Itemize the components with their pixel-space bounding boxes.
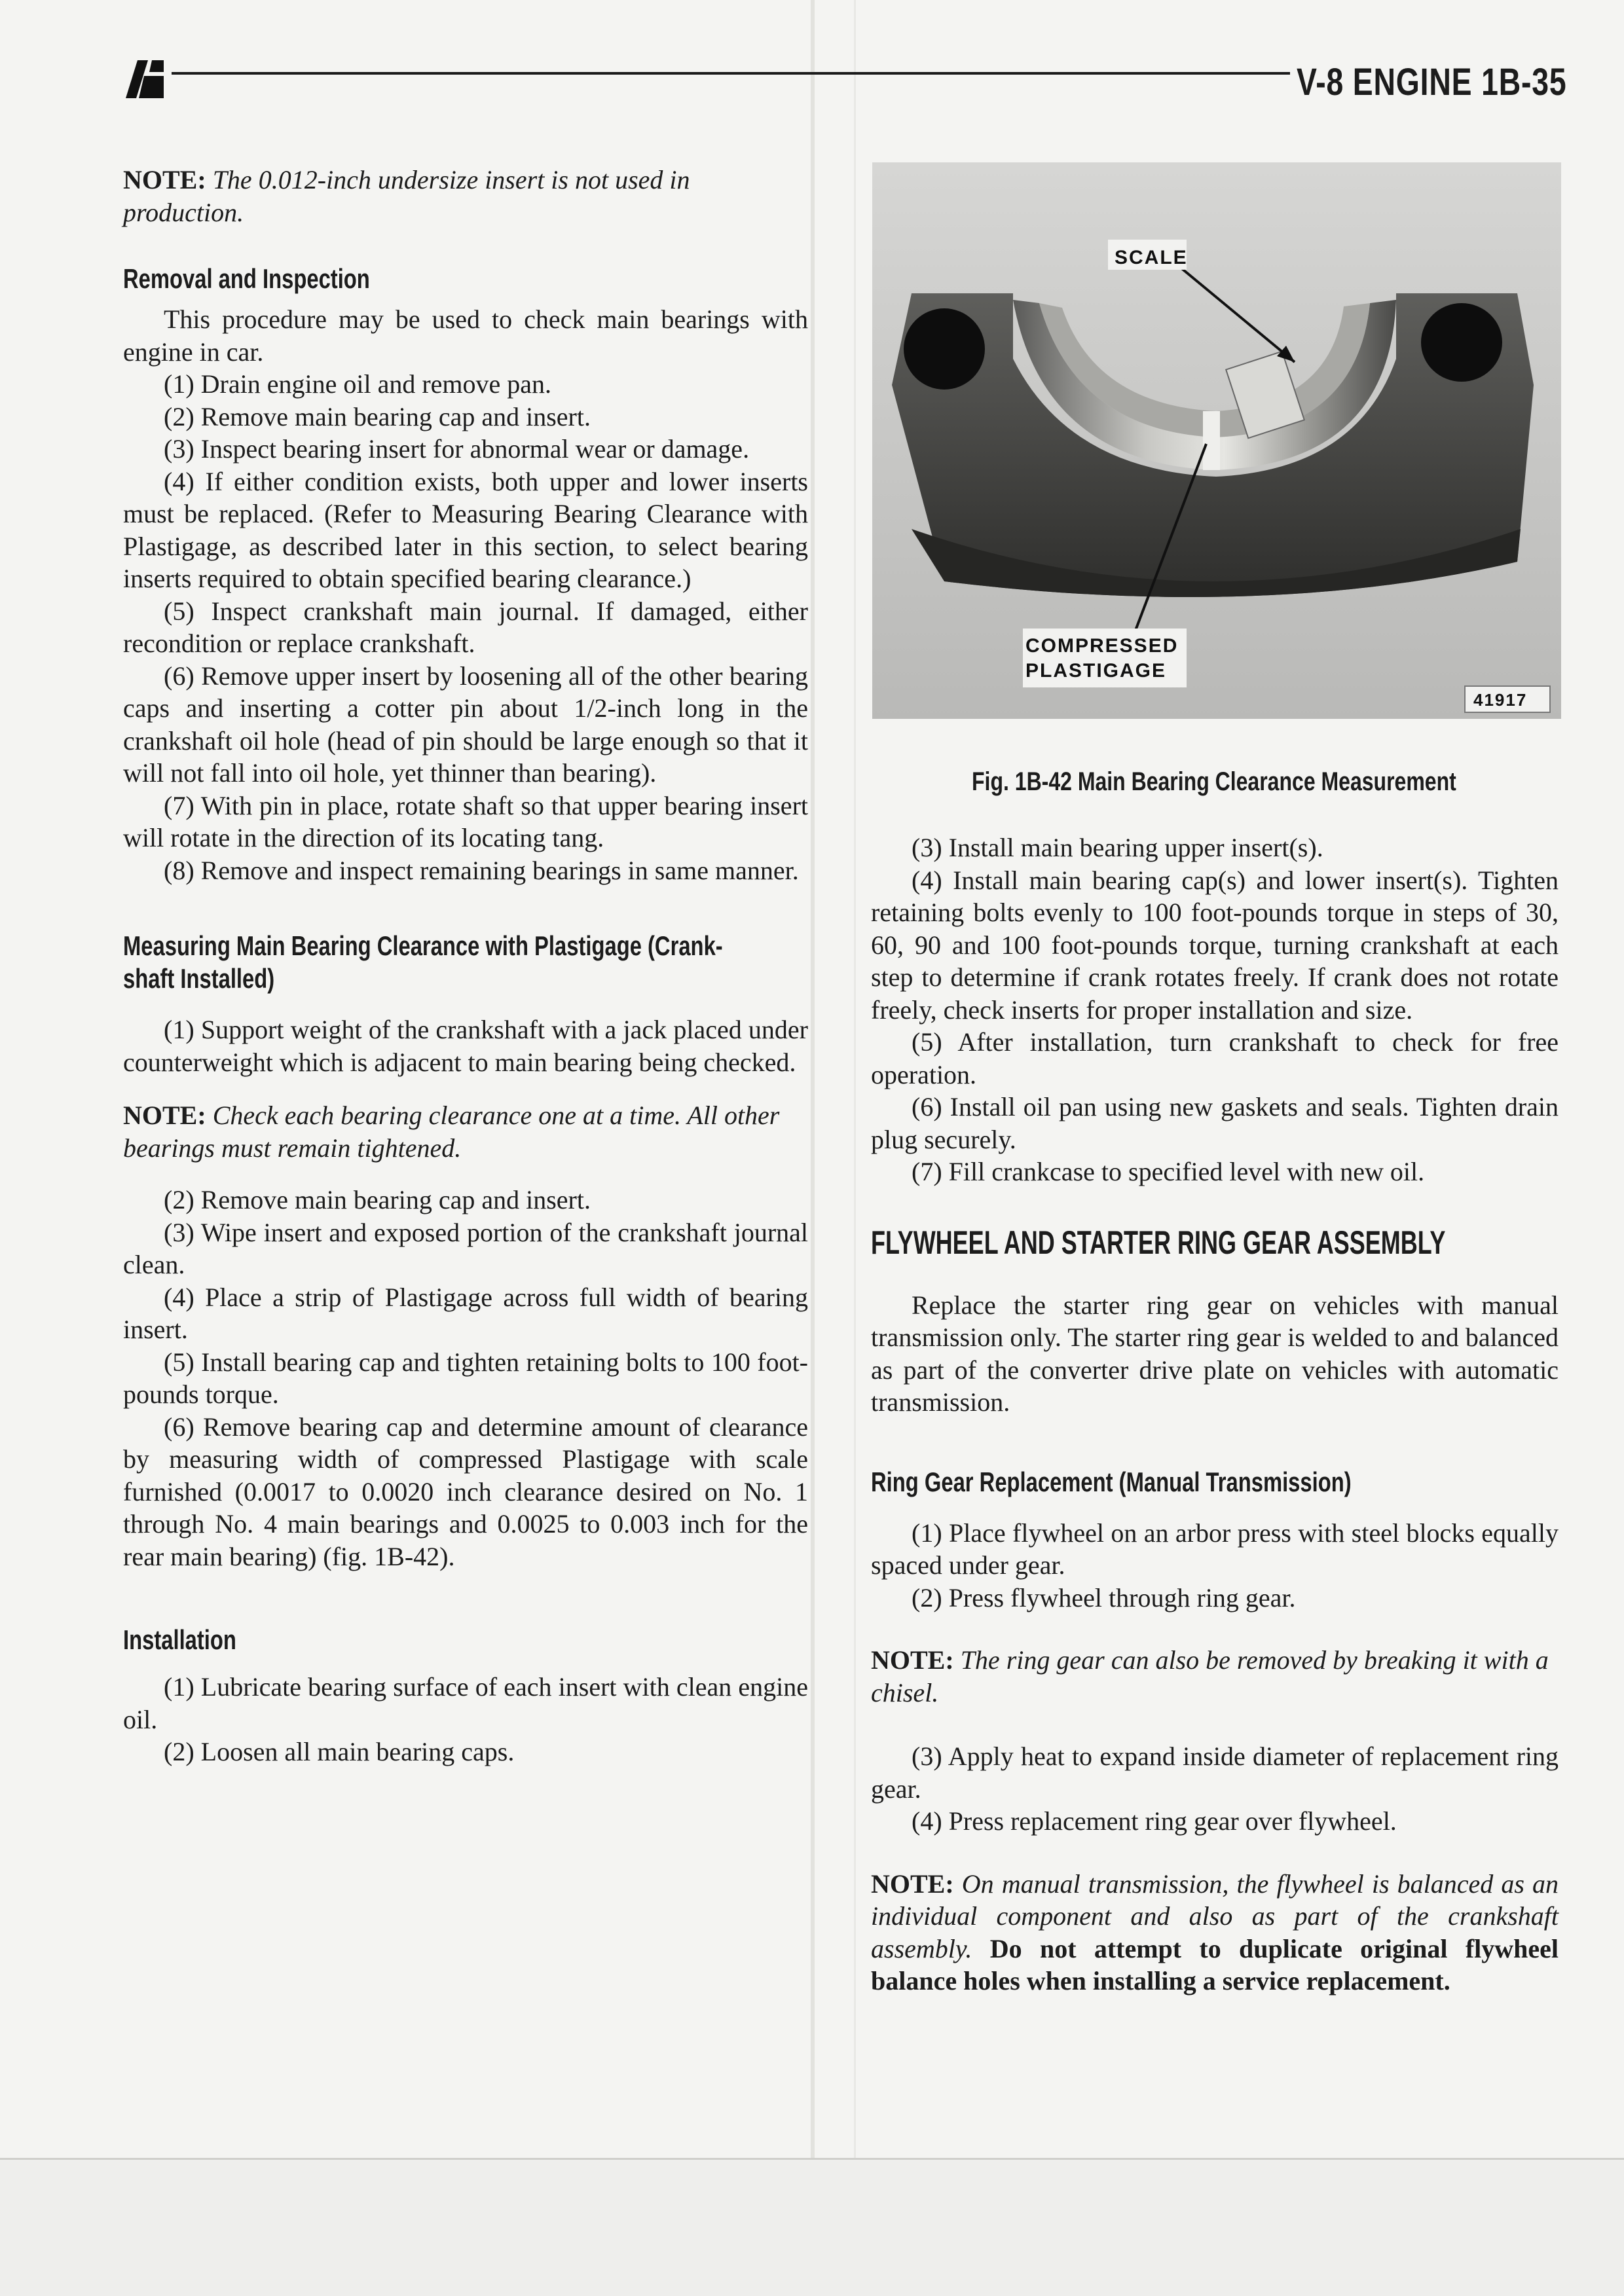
label-compressed-plastigage: COMPRESSED PLASTIGAGE [1025, 635, 1179, 682]
removal-step-7: (7) With pin in place, rotate shaft so that upper bearing insert will rotate in the direction of its locating tang. [123, 790, 808, 852]
figure-caption: Fig. 1B-42 Main Bearing Clearance Measurement [972, 767, 1456, 796]
ring-gear-step-3: (3) Apply heat to expand inside diameter of replacement ring gear. [871, 1741, 1559, 1804]
note-undersize: NOTE: The 0.012-inch undersize insert is not used in production. [123, 165, 690, 227]
removal-step-6: (6) Remove upper insert by loosening all of the other bearing caps and inserting a cotter pin about 1/2-inch long in the crankshaft oil hole (head of pin should be large enough so that it will not fall into oil hole, yet thinner than bearing). [123, 661, 808, 788]
measuring-step-1: (1) Support weight of the crankshaft with a jack placed under counterweight which is adjacent to main bearing being checked. [123, 1015, 808, 1077]
photo-number: 41917 [1473, 690, 1528, 710]
removal-step-4: (4) If either condition exists, both upper and lower inserts must be replaced. (Refer to Measuring Bearing Clearance with Plastigage, as described later in this section, to select bearing inserts required to obtain specified bearing clearance.) [123, 466, 808, 593]
note-chisel: NOTE: The ring gear can also be removed by breaking it with a chisel. [871, 1645, 1549, 1707]
installation-step-3: (3) Install main bearing upper insert(s). [912, 833, 1323, 862]
bolt-hole-left [904, 308, 985, 390]
heading-ring-gear-replacement: Ring Gear Replacement (Manual Transmission) [871, 1466, 1352, 1497]
measuring-step-3: (3) Wipe insert and exposed portion of the crankshaft journal clean. [123, 1217, 808, 1279]
installation-step-1: (1) Lubricate bearing surface of each insert with clean engine oil. [123, 1672, 808, 1734]
left-column [123, 164, 808, 1768]
installation-step-4: (4) Install main bearing cap(s) and lower insert(s). Tighten retaining bolts evenly to 100 foot-pounds torque in steps of 30, 60, 90 and 100 foot-pounds torque, turning crankshaft at each step to determine if crank rotates freely. If crank does not rotate freely, check inserts for proper installation and size. [871, 865, 1559, 1025]
heading-installation: Installation [123, 1624, 236, 1655]
installation-step-6: (6) Install oil pan using new gaskets and seals. Tighten drain plug securely. [871, 1092, 1559, 1154]
note-balance: NOTE: On manual transmission, the flywheel is balanced as an individual component and also as part of the crankshaft assembly. Do not attempt to duplicate original flywheel balance holes when installing a service replacement. [871, 1868, 1559, 1995]
scan-bottom-margin [0, 2160, 1624, 2296]
measuring-step-5: (5) Install bearing cap and tighten retaining bolts to 100 foot-pounds torque. [123, 1347, 808, 1409]
figure-bearing-photo [872, 162, 1561, 719]
removal-step-8: (8) Remove and inspect remaining bearings in same manner. [164, 855, 799, 885]
right-column [871, 831, 1559, 1997]
heading-removal-inspection: Removal and Inspection [123, 263, 370, 294]
page-gutter-shadow [811, 0, 815, 2160]
installation-step-2: (2) Loosen all main bearing caps. [164, 1737, 515, 1766]
removal-intro: This procedure may be used to check main bearings with engine in car. [123, 304, 808, 367]
measuring-step-4: (4) Place a strip of Plastigage across full width of bearing insert. [123, 1282, 808, 1344]
measuring-step-2: (2) Remove main bearing cap and insert. [164, 1185, 591, 1214]
install-continued-steps [871, 831, 1559, 1188]
removal-steps [123, 303, 808, 886]
ring-gear-steps [871, 1517, 1559, 1614]
note-one-at-a-time: NOTE: Check each bearing clearance one at a time. All other bearings must remain tightened. [123, 1101, 780, 1163]
installation-step-5: (5) After installation, turn crankshaft to check for free operation. [871, 1027, 1559, 1089]
installation-step-7: (7) Fill crankcase to specified level with new oil. [912, 1157, 1425, 1186]
logo-icon [126, 60, 164, 98]
removal-step-2: (2) Remove main bearing cap and insert. [164, 401, 591, 431]
page-gutter-line [854, 0, 856, 2160]
bolt-hole-right [1421, 303, 1502, 382]
label-scale: SCALE [1115, 247, 1188, 268]
page-header-title: V-8 ENGINE 1B-35 [1297, 61, 1567, 103]
ring-gear-step-2: (2) Press flywheel through ring gear. [912, 1582, 1296, 1613]
header-rule [172, 72, 1290, 75]
heading-measuring-clearance: Measuring Main Bearing Clearance with Plastigage (Crank- shaft Installed) [123, 930, 723, 994]
ring-gear-step-1: (1) Place flywheel on an arbor press with steel blocks equally spaced under gear. [871, 1518, 1559, 1580]
measuring-step-6: (6) Remove bearing cap and determine amount of clearance by measuring width of compressed Plastigage with scale furnished (0.0017 to 0.0020 inch clearance desired on No. 1 through No. 4 main bearings and 0.0025 to 0.003 inch for the rear main bearing) (fig. 1B-42). [123, 1412, 808, 1571]
removal-step-1: (1) Drain engine oil and remove pan. [164, 369, 552, 399]
removal-step-5: (5) Inspect crankshaft main journal. If damaged, either recondition or replace crankshaft. [123, 596, 808, 658]
plastigage-strip [1203, 411, 1220, 470]
ring-gear-steps-2 [871, 1740, 1559, 1838]
installation-steps [123, 1671, 808, 1768]
flywheel-intro: Replace the starter ring gear on vehicles with manual transmission only. The starter ring gear is welded to and balanced as part of the converter drive plate on vehicles with automatic transmission. [871, 1290, 1559, 1417]
heading-flywheel-ring-gear: FLYWHEEL AND STARTER RING GEAR ASSEMBLY [871, 1224, 1446, 1261]
measuring-steps [123, 1184, 808, 1573]
ring-gear-step-4: (4) Press replacement ring gear over flywheel. [912, 1806, 1397, 1836]
removal-step-3: (3) Inspect bearing insert for abnormal wear or damage. [164, 434, 750, 464]
